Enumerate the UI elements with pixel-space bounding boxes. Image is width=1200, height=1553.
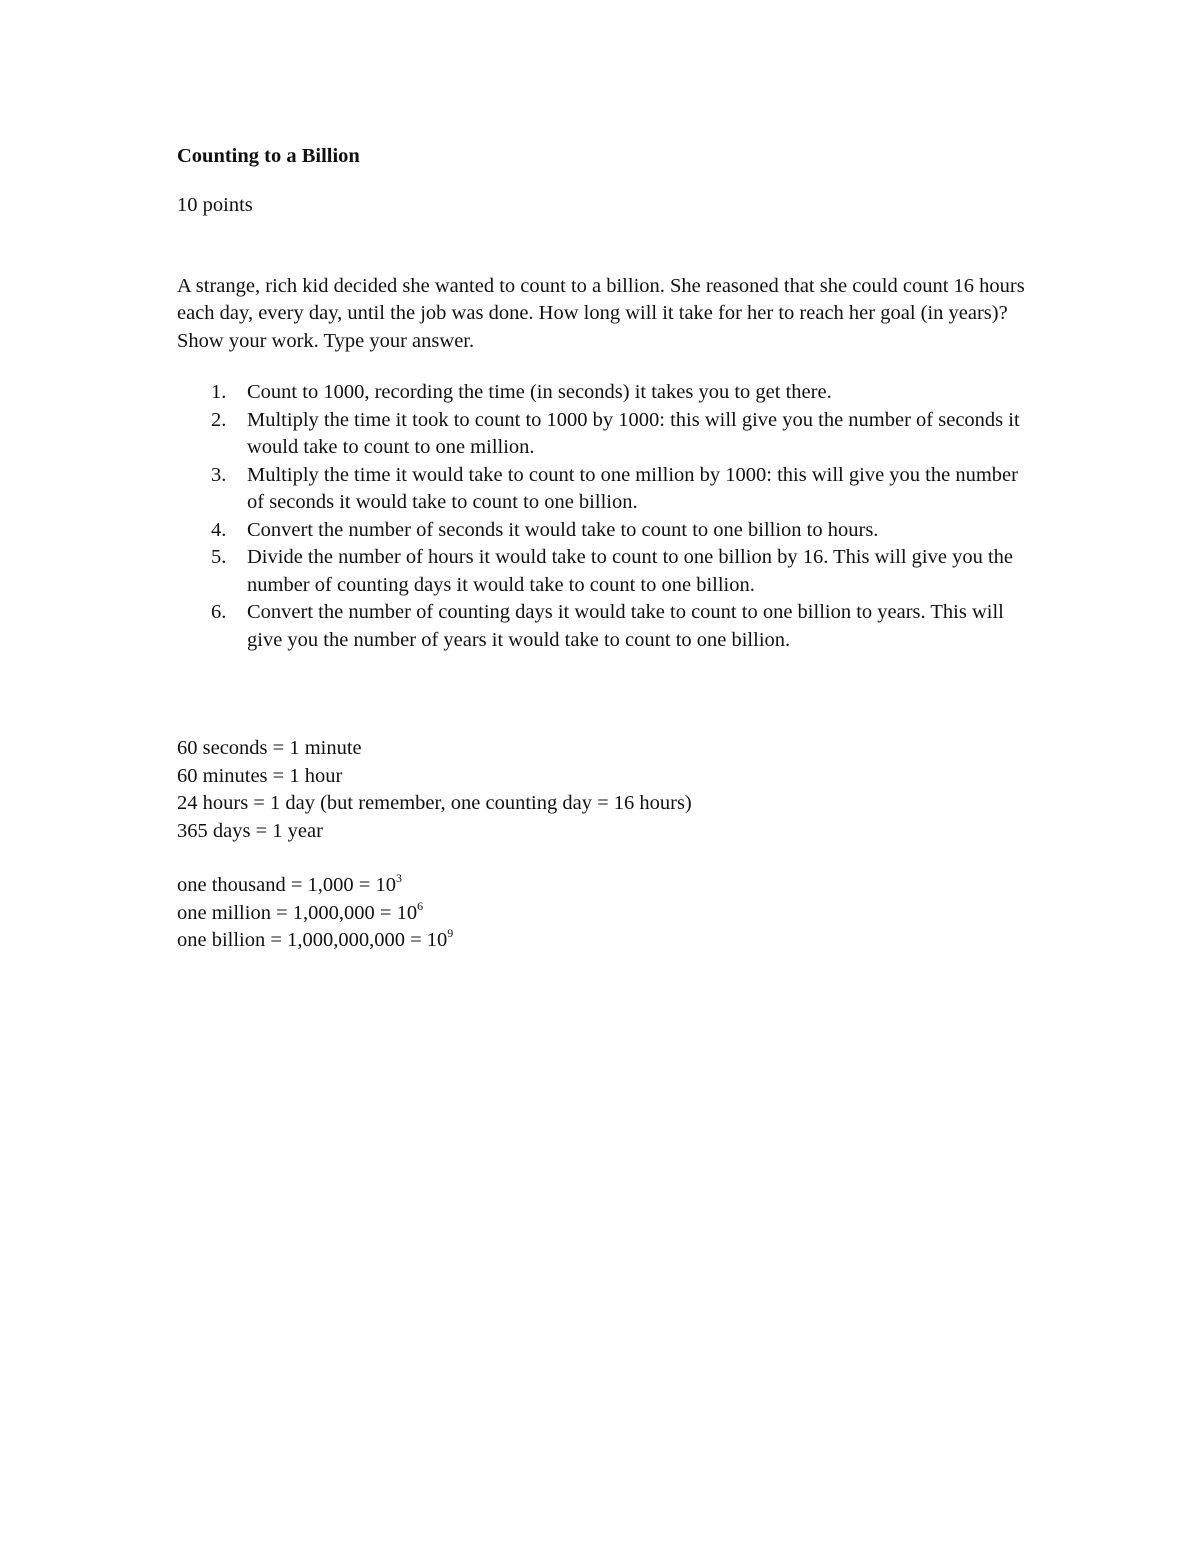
unit-conversions xyxy=(177,735,1037,845)
step-text: Convert the number of counting days it would take to count to one billion to years. This will give you the number of years it would take to count to one billion. xyxy=(247,601,1004,651)
conversion-line: 24 hours = 1 day (but remember, one counting day = 16 hours) xyxy=(177,792,692,814)
power-line xyxy=(177,927,1037,955)
powers-of-ten xyxy=(177,872,1037,955)
conversion-line: 60 seconds = 1 minute xyxy=(177,737,362,759)
step-number: 6. xyxy=(211,601,227,623)
power-exponent: 3 xyxy=(396,871,402,886)
document-title: Counting to a Billion xyxy=(177,145,360,167)
step-text: Convert the number of seconds it would take to count to one billion to hours. xyxy=(247,518,879,541)
step-number: 2. xyxy=(211,408,227,431)
step-number: 5. xyxy=(211,546,227,568)
document-page xyxy=(177,138,1037,955)
list-item xyxy=(177,544,1037,599)
power-text: one billion = 1,000,000,000 = 10 xyxy=(177,929,448,951)
step-text: Multiply the time it took to count to 1000 by 1000: this will give you the number of seconds it would take to count to one million. xyxy=(247,408,1020,458)
question-prompt: A strange, rich kid decided she wanted to count to a billion. She reasoned that she could count 16 hours each day, every day, until the job was done. How long will it take for her to reach her goal (in years)? Show your work. Type your answer. xyxy=(177,274,1025,352)
power-line xyxy=(177,900,1037,928)
conversion-line: 60 minutes = 1 hour xyxy=(177,764,343,787)
power-line xyxy=(177,872,1037,900)
step-text: Count to 1000, recording the time (in seconds) it takes you to get there. xyxy=(247,381,832,403)
power-exponent: 9 xyxy=(447,926,454,941)
steps-list xyxy=(177,379,1037,654)
step-text: Multiply the time it would take to count to one million by 1000: this will give you the number of seconds it would take to count to one billion. xyxy=(247,463,1018,513)
points-label: 10 points xyxy=(177,194,253,216)
step-number: 1. xyxy=(211,381,227,403)
power-text: one million = 1,000,000 = 10 xyxy=(177,901,418,924)
conversion-line: 365 days = 1 year xyxy=(177,819,323,842)
step-number: 3. xyxy=(211,463,227,486)
power-text: one thousand = 1,000 = 10 xyxy=(177,874,396,896)
list-item xyxy=(177,462,1037,517)
list-item xyxy=(177,517,1037,545)
list-item xyxy=(177,407,1037,462)
power-exponent: 6 xyxy=(417,898,424,913)
step-text: Divide the number of hours it would take to count to one billion by 16. This will give you the number of counting days it would take to count to one billion. xyxy=(247,546,1013,596)
list-item xyxy=(177,379,1037,407)
step-number: 4. xyxy=(211,518,227,541)
list-item xyxy=(177,599,1037,654)
